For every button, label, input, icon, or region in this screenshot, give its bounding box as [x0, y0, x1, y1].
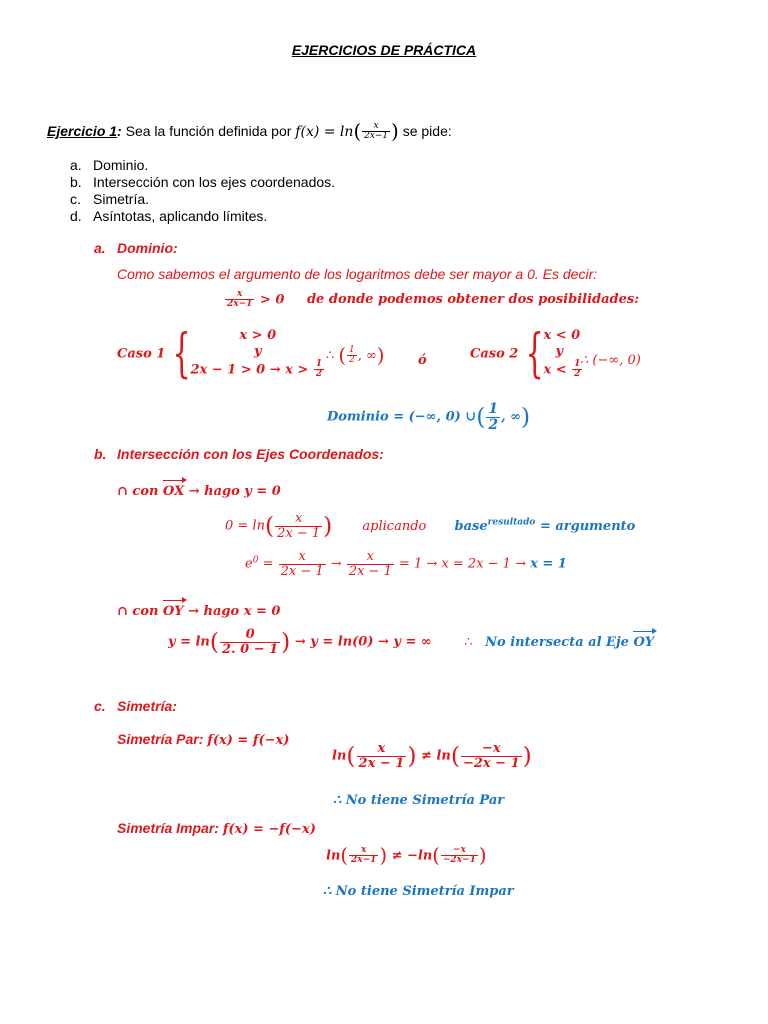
interseccion-oy: ∩ con OY → hago x = 0: [117, 600, 280, 619]
caso-1: Caso 1 { x > 0 y 2x − 1 > 0 → x > $\frac{1}{2}$: [117, 324, 323, 384]
dominio-result: Dominio = (−∞, 0) ∪( $\frac{1}{2}$ , ∞): [327, 401, 531, 433]
list-item: c. Simetría.: [70, 191, 150, 207]
section-heading-interseccion: b. Intersección con los Ejes Coordenados:: [94, 446, 384, 462]
page-title: EJERCICIOS DE PRÁCTICA: [291, 42, 477, 58]
simetria-impar-eq: ln( $\frac{x}{2x-1}$ ) ≠ −ln( $\frac{-x}{-2x-1}$ ): [326, 844, 487, 868]
task-list: [70, 157, 335, 225]
interseccion-eq3: y = ln( $\frac{0}{2. 0 - 1}$ ) → y = ln(0) → y = ∞ ∴ No intersecta al Eje OY: [168, 627, 655, 657]
section-heading-simetria: c. Simetría:: [94, 698, 177, 714]
function-definition: f(x) = ln( $\frac{x}{2x-1}$ ): [295, 120, 399, 144]
interseccion-ox: ∩ con OX → hago y = 0: [117, 480, 281, 499]
list-item: b. Intersección con los ejes coordenados.: [70, 174, 336, 190]
simetria-par: Simetría Par: f(x) = f(−x): [117, 731, 290, 748]
simetria-par-conclusion: ∴ No tiene Simetría Par: [333, 793, 505, 808]
list-item: a. Dominio.: [70, 157, 149, 173]
dominio-inequality: $\frac{x}{2x-1}$ > 0 de donde podemos obtener dos posibilidades:: [227, 289, 640, 310]
list-item: d. Asíntotas, aplicando límites.: [70, 208, 268, 224]
exercise-statement: [47, 122, 452, 142]
interseccion-eq1: 0 = ln( $\frac{x}{2x - 1}$ ) aplicando base$^{resultado}$ = argumento: [225, 511, 636, 541]
simetria-par-eq: ln( $\frac{x}{2x - 1}$ ) ≠ ln( $\frac{-x}{-2x - 1}$ ): [332, 741, 532, 771]
exercise-colon: :: [117, 122, 122, 139]
exercise-after: se pide:: [398, 122, 452, 139]
interseccion-eq2: $e^0$ = $\frac{x}{2x - 1}$ → $\frac{x}{2x - 1}$ = 1 → x = 2x − 1 → x = 1: [245, 549, 567, 579]
section-heading-dominio: a. Dominio:: [94, 240, 178, 256]
exercise-intro: Sea la función definida por: [121, 122, 296, 139]
caso-2: Caso 2 { x < 0 y x < $\frac{1}{2}$: [470, 324, 581, 384]
caso-2-result: ∴ (−∞, 0): [580, 353, 641, 368]
exercise-label: Ejercicio 1: [47, 122, 118, 139]
dominio-text: Como sabemos el argumento de los logaritmos debe ser mayor a 0. Es decir:: [117, 266, 598, 282]
simetria-impar: Simetría Impar: f(x) = −f(−x): [117, 820, 316, 837]
caso-1-result: ∴ ( $\frac{1}{2}$ , ∞): [326, 344, 385, 368]
or-symbol: ó: [418, 353, 427, 368]
simetria-impar-conclusion: ∴ No tiene Simetría Impar: [323, 884, 514, 899]
